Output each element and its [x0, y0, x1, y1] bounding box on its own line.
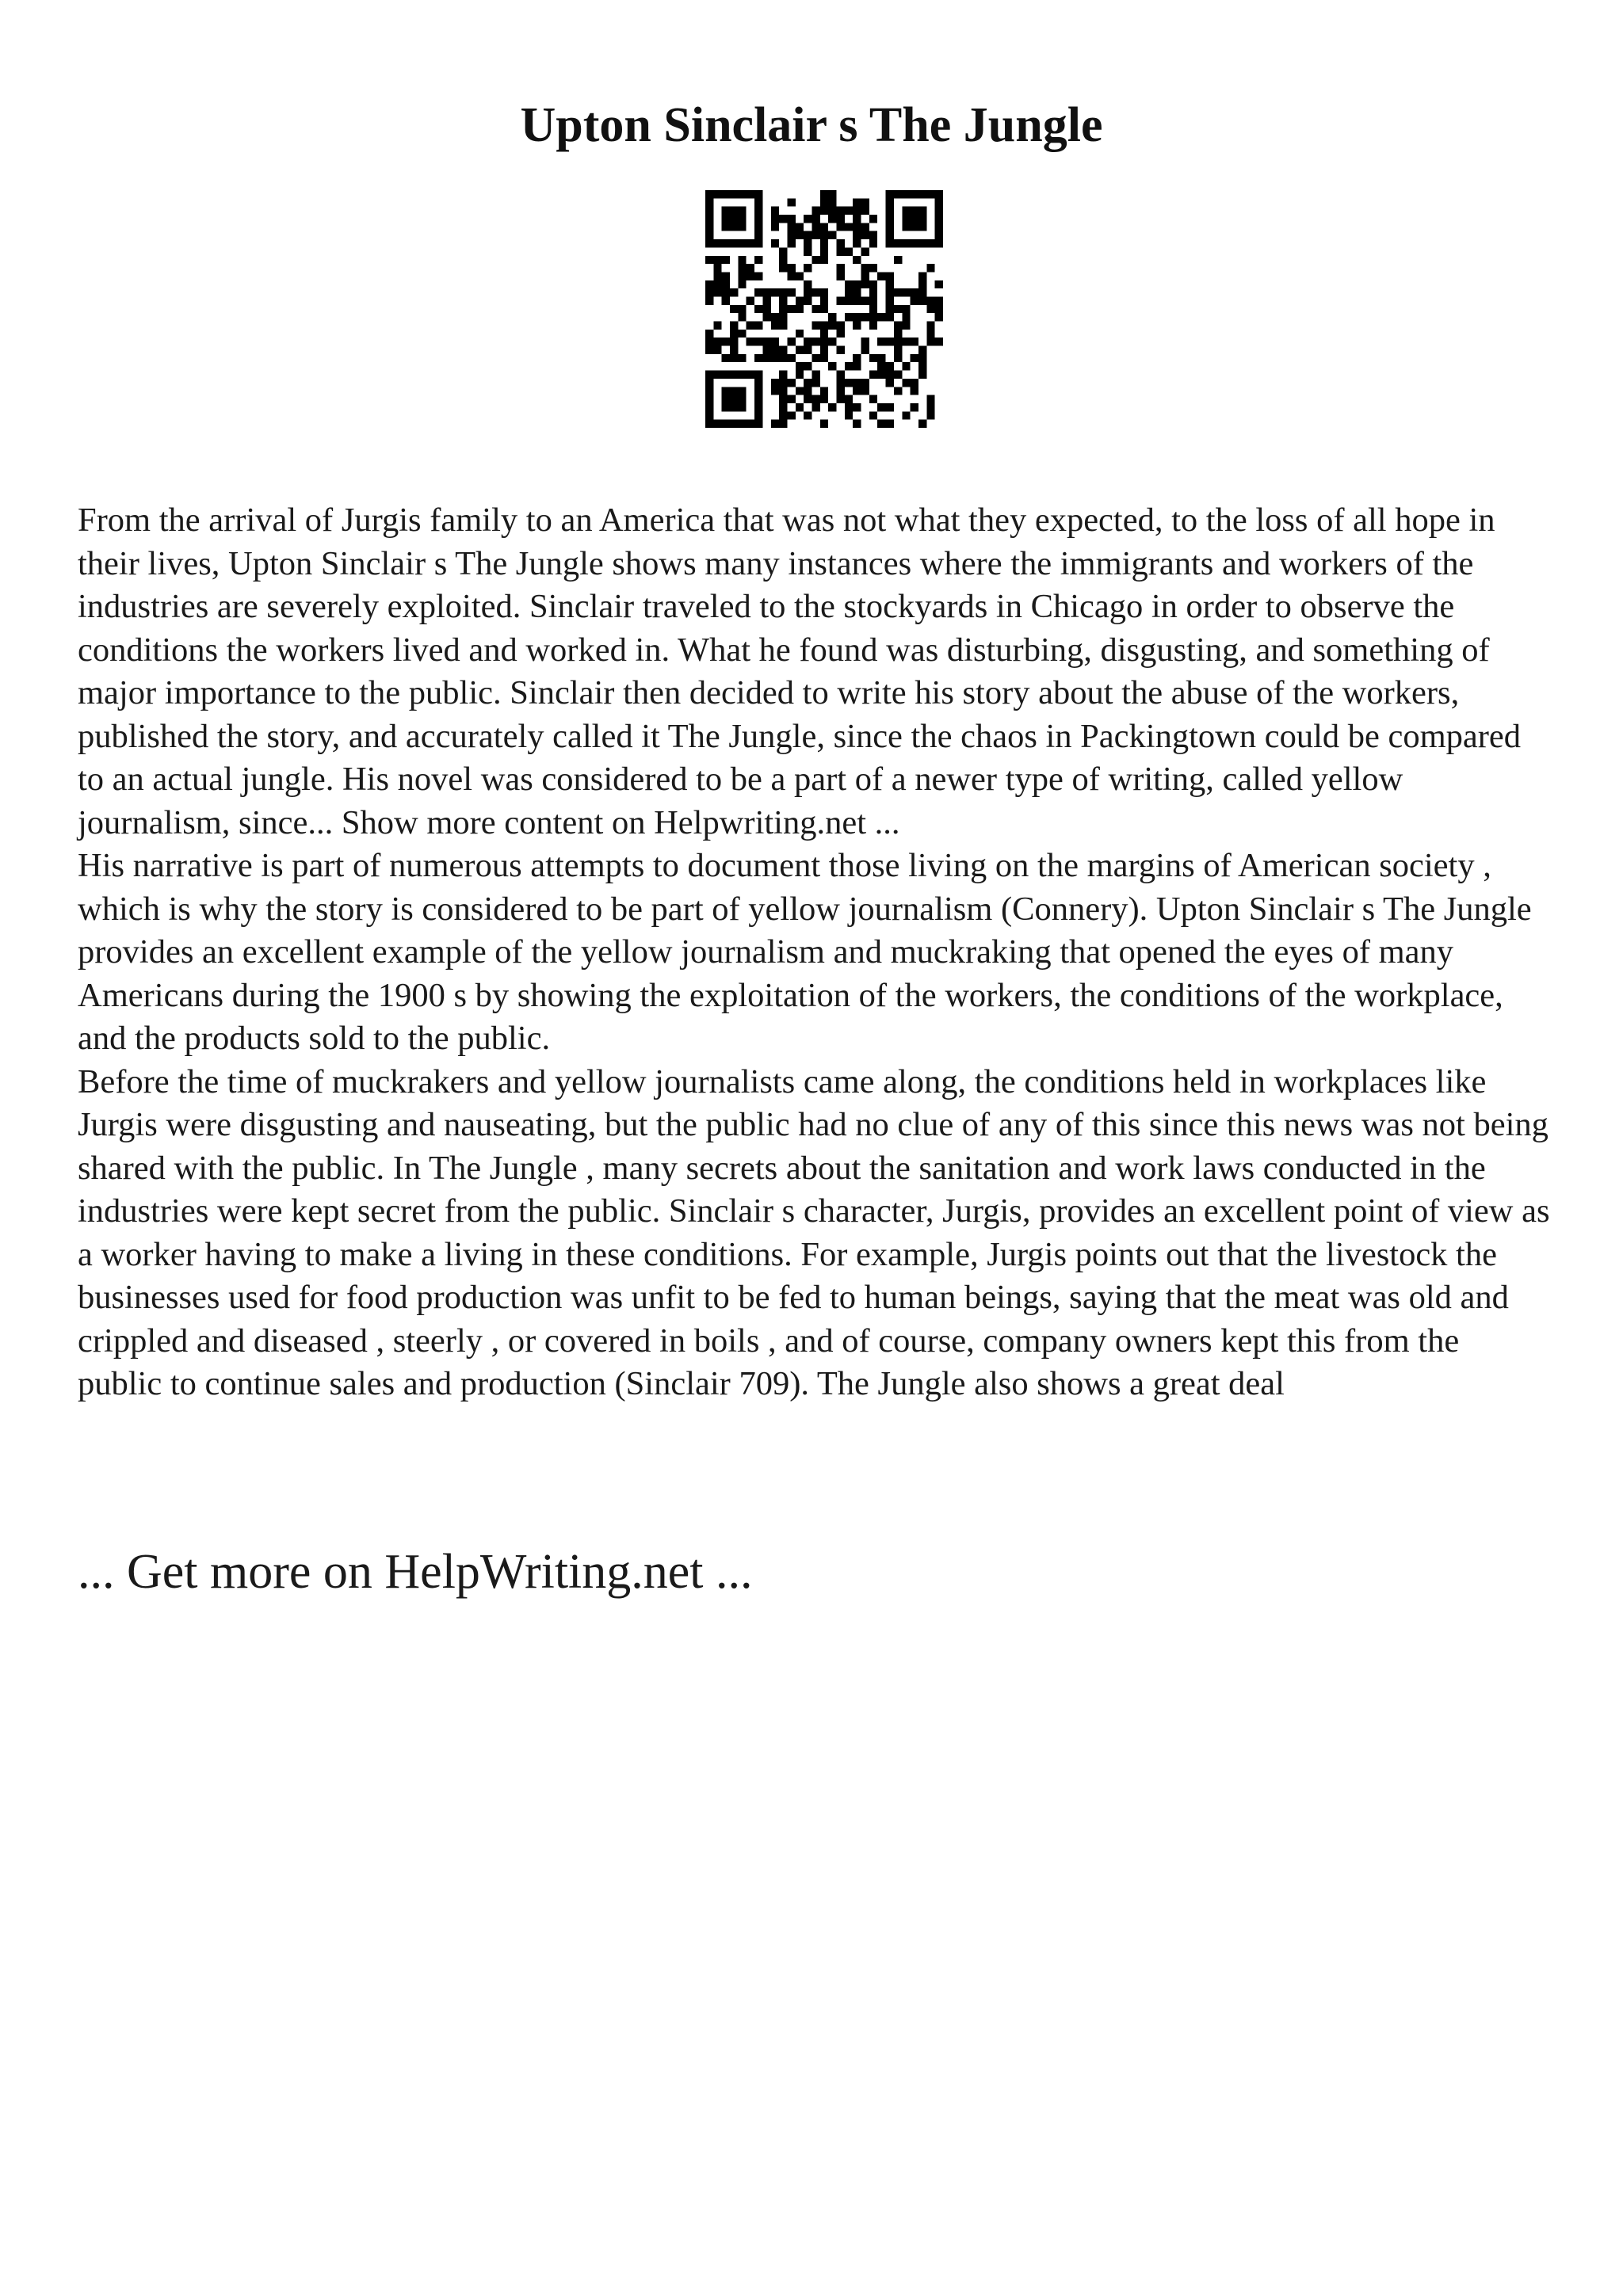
paragraph: From the arrival of Jurgis family to an America that was not what they expected, to the loss of all hope in their lives, Upton Sinclair s The Jungle shows many instances where the immigrants and workers of the industries are severely exploited. Sinclair traveled to the stockyards in Chicago in order to observe the conditions the workers lived and worked in. What he found was disturbing, disgusting, and something of major importance to the public. Sinclair then decided to write his story about the abuse of the workers, published the story, and accurately called it The Jungle, since the chaos in Packingtown could be compared to an actual jungle. His novel was considered to be a part of a newer type of writing, called yellow journalism, since... Show more content on Helpwriting.net ...: [78, 502, 1522, 841]
article-body: [78, 499, 1552, 1406]
paragraph: His narrative is part of numerous attempts to document those living on the margins of American society , which is why the story is considered to be part of yellow journalism (Connery). Upton Sinclair s The Jungle provides an excellent example of the yellow journalism and muckraking that opened the eyes of many Americans during the 1900 s by showing the exploitation of the workers, the conditions of the workplace, and the products sold to the public.: [78, 847, 1532, 1057]
paragraph: Before the time of muckrakers and yellow journalists came along, the conditions held in workplaces like Jurgis were disgusting and nauseating, but the public had no clue of any of this since this news was not being shared with the public. In The Jungle , many secrets about the sanitation and work laws conducted in the industries were kept secret from the public. Sinclair s character, Jurgis, provides an excellent point of view as a worker having to make a living in these conditions. For example, Jurgis points out that the livestock the businesses used for food production was unfit to be fed to human beings, saying that the meat was old and crippled and diseased , steerly , or covered in boils , and of course, company owners kept this from the public to continue sales and production (Sinclair 709). The Jungle also shows a great deal: [78, 1062, 1550, 1402]
get-more-link[interactable]: ... Get more on HelpWriting.net ...: [78, 1545, 753, 1599]
page-title: Upton Sinclair s The Jungle: [520, 98, 1103, 152]
qr-code-icon: [705, 190, 943, 428]
